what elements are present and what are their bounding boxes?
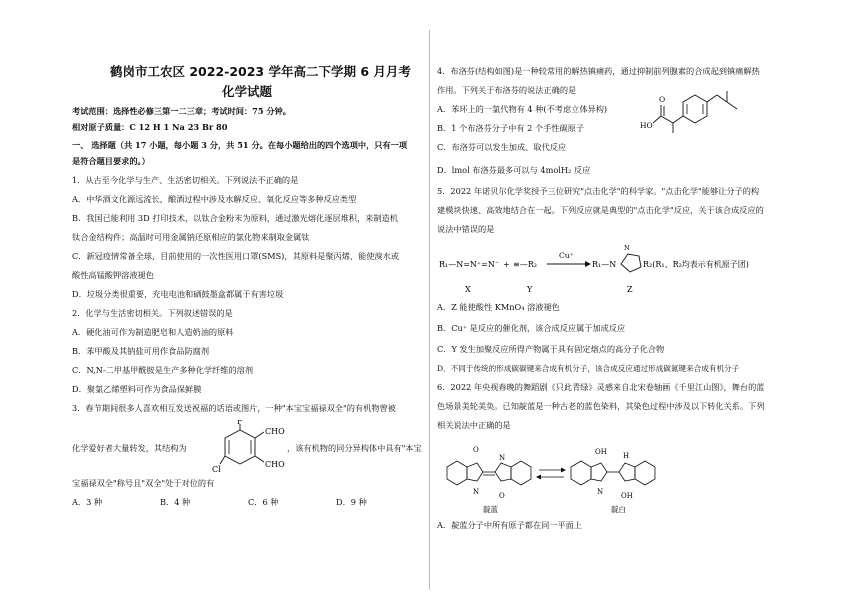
leuco-oh-bottom: OH: [621, 492, 633, 500]
label-y: Y: [527, 285, 533, 294]
click-reaction-scheme: [437, 240, 797, 298]
q4-stem-b: 作用。下列关于布洛芬的说法正确的是: [437, 85, 577, 95]
q3-aldehyde-label-1: CHO: [265, 427, 285, 436]
catalyst-label: Cu⁺: [559, 251, 574, 260]
indigo-label: 靛蓝: [483, 505, 498, 514]
q1-option-b: B．我国已能利用 3D 打印技术，以钛合金粉末为原料，通过激光熔化逐层堆积，来制造机: [72, 213, 398, 223]
q1-option-a: A．中华酒文化源远流长，酿酒过程中涉及水解反应、氧化反应等多种反应类型: [72, 194, 357, 204]
indigo-n-top: N: [499, 454, 506, 462]
reactant-azide: R₁—N=N⁺=N⁻: [439, 260, 500, 269]
q3-option-c: C．6 种: [248, 497, 279, 507]
indigo-n-bottom: N: [473, 488, 480, 496]
q3-stem-b: 化学爱好者大量转发，其结构为: [72, 443, 187, 453]
q3-option-d: D．9 种: [336, 497, 367, 507]
exam-subtitle: 化学试题: [222, 84, 273, 99]
q2-option-d: D．聚氯乙烯塑料可作为食品保鲜膜: [72, 384, 202, 394]
ibuprofen-hydroxyl: HO: [640, 121, 653, 130]
q5-stem-c: 说法中错误的是: [437, 224, 495, 234]
q5-option-c: C．Y 发生加聚反应所得产物属于具有固定熔点的高分子化合物: [437, 344, 665, 354]
q5-stem: 5．2022 年诺贝尔化学奖授予三位研究"点击化学"的科学家。"点击化学"能够让分子的构: [437, 186, 760, 196]
ibuprofen-structure: [639, 83, 759, 138]
q4-stem: 4．布洛芬(结构如图)是一种较常用的解热镇痛药，通过抑制前列腺素的合成起到镇痛解热: [437, 66, 760, 76]
leuco-n-bottom: N: [597, 488, 604, 496]
q6-stem-c: 相关说法中正确的是: [437, 420, 511, 430]
q5-stem-b: 建模块快速、高效地结合在一起。下列反应就是典型的"点击化学"反应，关于该合成反应的: [437, 205, 764, 215]
q3-molecule-diagram: [200, 420, 290, 478]
atomic-mass-note: 相对原子质量：C 12 H 1 Na 23 Br 80: [72, 122, 228, 132]
product-left: R₁—N: [592, 260, 617, 269]
triazole-n-label: N: [624, 244, 630, 252]
leuco-h-top: H: [623, 452, 630, 460]
section-heading: 一、 选择题（共 17 小题，每小题 3 分，共 51 分。在每小题给出的四个选项中，只有一项: [72, 140, 408, 150]
q1-option-b-cont: 钛合金结构件；高温时可用金属钠还原相应的氯化物来制取金属钛: [72, 232, 310, 242]
q6-stem: 6．2022 年央视春晚的舞蹈剧《只此青绿》灵感来自北宋卷轴画《千里江山图》，舞台的蓝: [437, 382, 765, 392]
exam-title: 鹤岗市工农区 2022-2023 学年高二下学期 6 月月考: [110, 64, 411, 79]
exam-scope-note: 考试范围：选择性必修三第一二三章；考试时间：75 分钟。: [72, 106, 291, 116]
q3-chlorine-label: Cl: [212, 465, 221, 474]
q1-stem: 1．从古至今化学与生产、生活密切相关。下列说法不正确的是: [72, 175, 299, 185]
indigo-o-top: O: [473, 446, 479, 454]
q4-option-c: C．布洛芬可以发生加成、取代反应: [437, 142, 567, 152]
reactant-alkyne: ≡—R₂: [513, 260, 537, 269]
section-heading-cont: 是符合题目要求的。）: [72, 156, 150, 166]
product-right: R₂(R₁、R₂均表示有机原子团): [643, 260, 749, 269]
ibuprofen-carbonyl-o: O: [659, 95, 666, 104]
q2-option-b: B．苯甲酸及其钠盐可用作食品防腐剂: [72, 346, 210, 356]
indigo-conversion-diagram: [437, 432, 687, 514]
column-divider: [429, 30, 430, 590]
label-z: Z: [627, 285, 633, 294]
q2-option-a: A．硬化油可作为制造肥皂和人造奶油的原料: [72, 327, 234, 337]
q1-option-c-cont: 酸性高锰酸钾溶液褪色: [72, 270, 154, 280]
q5-option-d: D．不同于传统的形成碳碳键来合成有机分子，该合成反应通过形成碳氮键来合成有机分子: [437, 364, 740, 373]
q3-fluorine-label: F: [237, 420, 243, 426]
q5-option-b: B．Cu⁺ 是反应的催化剂，该合成反应属于加成反应: [437, 323, 626, 333]
q3-stem-c: 宝福禄双全"称号且"双全"处于对位的有: [72, 478, 215, 488]
indigo-o-bottom: O: [499, 492, 505, 500]
label-x: X: [465, 285, 471, 294]
q4-option-d: D．lmol 布洛芬最多可以与 4molH₂ 反应: [437, 165, 591, 175]
q3-option-a: A．3 种: [72, 497, 103, 507]
q2-option-c: C．N,N-二甲基甲酰胺是生产多种化学纤维的溶剂: [72, 365, 254, 375]
q6-stem-b: 色场景美轮美奂。已知靛蓝是一种古老的蓝色染料，其染色过程中涉及以下转化关系。下列: [437, 401, 765, 411]
q2-stem: 2．化学与生活密切相关。下列叙述错误的是: [72, 308, 233, 318]
q5-option-a: A．Z 能使酸性 KMnO₄ 溶液褪色: [437, 302, 560, 312]
q4-option-a: A．苯环上的一氯代物有 4 种(不考虑立体异构): [437, 104, 608, 114]
leuco-oh-top: OH: [595, 448, 607, 456]
leuco-indigo-label: 靛白: [611, 505, 626, 514]
q3-aldehyde-label-2: CHO: [265, 460, 285, 469]
q3-option-b: B．4 种: [160, 497, 191, 507]
q1-option-d: D．垃圾分类很重要，充电电池和硒鼓墨盒都属于有害垃圾: [72, 289, 284, 299]
q3-stem: 3．春节期间很多人喜欢相互发送祝福的话语或图片，一种"本宝宝福禄双全"的有机物曾被: [72, 403, 396, 413]
q1-option-c: C．新冠疫情常备全球，目前使用的一次性医用口罩(SMS)，其原料是聚丙烯，能使溴水或: [72, 251, 400, 261]
reaction-plus: +: [503, 260, 510, 269]
q6-option-a: A．靛蓝分子中所有原子都在同一平面上: [437, 520, 583, 530]
q4-option-b: B．1 个布洛芬分子中有 2 个手性碳原子: [437, 123, 585, 133]
q3-stem-b-cont: ，该有机物的同分异构体中具有"本宝: [287, 443, 422, 453]
